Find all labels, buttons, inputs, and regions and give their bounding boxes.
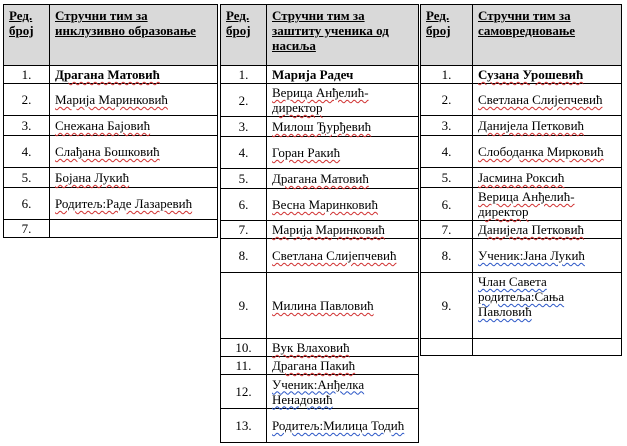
- row-number: 10.: [221, 339, 267, 357]
- table-row: [421, 273, 622, 339]
- member-name: [473, 339, 622, 356]
- table-row: [4, 168, 218, 188]
- header-team-title: Стручни тим за инклузивно образовање: [50, 5, 218, 66]
- table-violence-protection-team: [220, 4, 419, 443]
- member-name: Марија Радеч: [267, 66, 419, 84]
- member-name: Слободанка Мирковић: [473, 136, 622, 168]
- row-number: 8.: [221, 239, 267, 273]
- row-number: 1.: [421, 66, 473, 84]
- member-name: Ученик:Јана Лукић: [473, 239, 622, 273]
- row-number: 11.: [221, 357, 267, 375]
- member-name: Вук Влаховић: [267, 339, 419, 357]
- member-name: Родитељ:Милица Тодић: [267, 409, 419, 443]
- table-row: [221, 84, 419, 117]
- table-row: [4, 136, 218, 168]
- row-number: 5.: [221, 169, 267, 189]
- member-name: Марија Маринковић: [50, 84, 218, 116]
- row-number: 7.: [4, 220, 50, 238]
- table-row: [4, 84, 218, 116]
- member-name: Слађана Бошковић: [50, 136, 218, 168]
- member-name: Верица Анђелић-директор: [267, 84, 419, 117]
- table-row: [421, 168, 622, 188]
- member-name: Горан Ракић: [267, 137, 419, 169]
- member-name: Милина Павловић: [267, 273, 419, 339]
- member-name: Светлана Слијепчевић: [473, 84, 622, 116]
- table-row: [4, 66, 218, 84]
- row-number: 6.: [221, 189, 267, 221]
- table-row: [421, 84, 622, 116]
- row-number: 4.: [221, 137, 267, 169]
- row-number: 4.: [421, 136, 473, 168]
- table-row: [221, 169, 419, 189]
- table-row: [421, 136, 622, 168]
- member-name: Драгана Матовић: [50, 66, 218, 84]
- table-row: [221, 357, 419, 375]
- row-number: 5.: [421, 168, 473, 188]
- member-name: Данијела Петковић: [473, 116, 622, 136]
- table-row: [421, 339, 622, 356]
- row-number: 3.: [221, 117, 267, 137]
- row-number: 9.: [421, 273, 473, 339]
- row-number: 1.: [4, 66, 50, 84]
- member-name: Снежана Бајовић: [50, 116, 218, 136]
- table-row: [221, 273, 419, 339]
- header-number: Ред. број: [421, 5, 473, 66]
- member-name: Сузана Урошевић: [473, 66, 622, 84]
- table-row: [421, 188, 622, 221]
- table-row: [221, 189, 419, 221]
- row-number: 3.: [4, 116, 50, 136]
- table-header-row: [4, 5, 218, 66]
- row-number: [421, 339, 473, 356]
- table-self-evaluation-team: [420, 4, 622, 356]
- header-number: Ред. број: [4, 5, 50, 66]
- row-number: 9.: [221, 273, 267, 339]
- table-header-row: [421, 5, 622, 66]
- member-name: Марија Маринковић: [267, 221, 419, 239]
- row-number: 4.: [4, 136, 50, 168]
- table-row: [221, 339, 419, 357]
- member-name: Милош Ђурђевић: [267, 117, 419, 137]
- row-number: 7.: [421, 221, 473, 239]
- table-row: [4, 188, 218, 220]
- member-name: Весна Маринковић: [267, 189, 419, 221]
- row-number: 6.: [421, 188, 473, 221]
- member-name: Ученик:Анђелка Ненадовић: [267, 375, 419, 409]
- row-number: 7.: [221, 221, 267, 239]
- row-number: 2.: [221, 84, 267, 117]
- row-number: 3.: [421, 116, 473, 136]
- header-team-title: Стручни тим за заштиту ученика од насиља: [267, 5, 419, 66]
- table-row: [4, 116, 218, 136]
- header-team-title: Стручни тим за самовредновање: [473, 5, 622, 66]
- row-number: 6.: [4, 188, 50, 220]
- table-row: [221, 239, 419, 273]
- table-row: [421, 239, 622, 273]
- table-row: [421, 66, 622, 84]
- row-number: 5.: [4, 168, 50, 188]
- member-name: Јасмина Роксић: [473, 168, 622, 188]
- table-row: [221, 221, 419, 239]
- header-number: Ред. број: [221, 5, 267, 66]
- table-header-row: [221, 5, 419, 66]
- member-name: Члан Савета родитеља:Сања Павловић: [473, 273, 622, 339]
- row-number: 12.: [221, 375, 267, 409]
- table-row: [421, 221, 622, 239]
- member-name: Верица Анђелић-директор: [473, 188, 622, 221]
- table-row: [221, 137, 419, 169]
- row-number: 13.: [221, 409, 267, 443]
- member-name: Драгана Матовић: [267, 169, 419, 189]
- row-number: 1.: [221, 66, 267, 84]
- table-row: [221, 375, 419, 409]
- member-name: Драгана Пакић: [267, 357, 419, 375]
- member-name: Бојана Лукић: [50, 168, 218, 188]
- row-number: 8.: [421, 239, 473, 273]
- table-row: [221, 409, 419, 443]
- row-number: 2.: [421, 84, 473, 116]
- table-row: [421, 116, 622, 136]
- member-name: Светлана Слијепчевић: [267, 239, 419, 273]
- member-name: Данијела Петковић: [473, 221, 622, 239]
- row-number: 2.: [4, 84, 50, 116]
- table-row: [4, 220, 218, 238]
- member-name: Родитељ:Раде Лазаревић: [50, 188, 218, 220]
- table-row: [221, 117, 419, 137]
- table-row: [221, 66, 419, 84]
- member-name: [50, 220, 218, 238]
- table-inclusive-education-team: [3, 4, 218, 238]
